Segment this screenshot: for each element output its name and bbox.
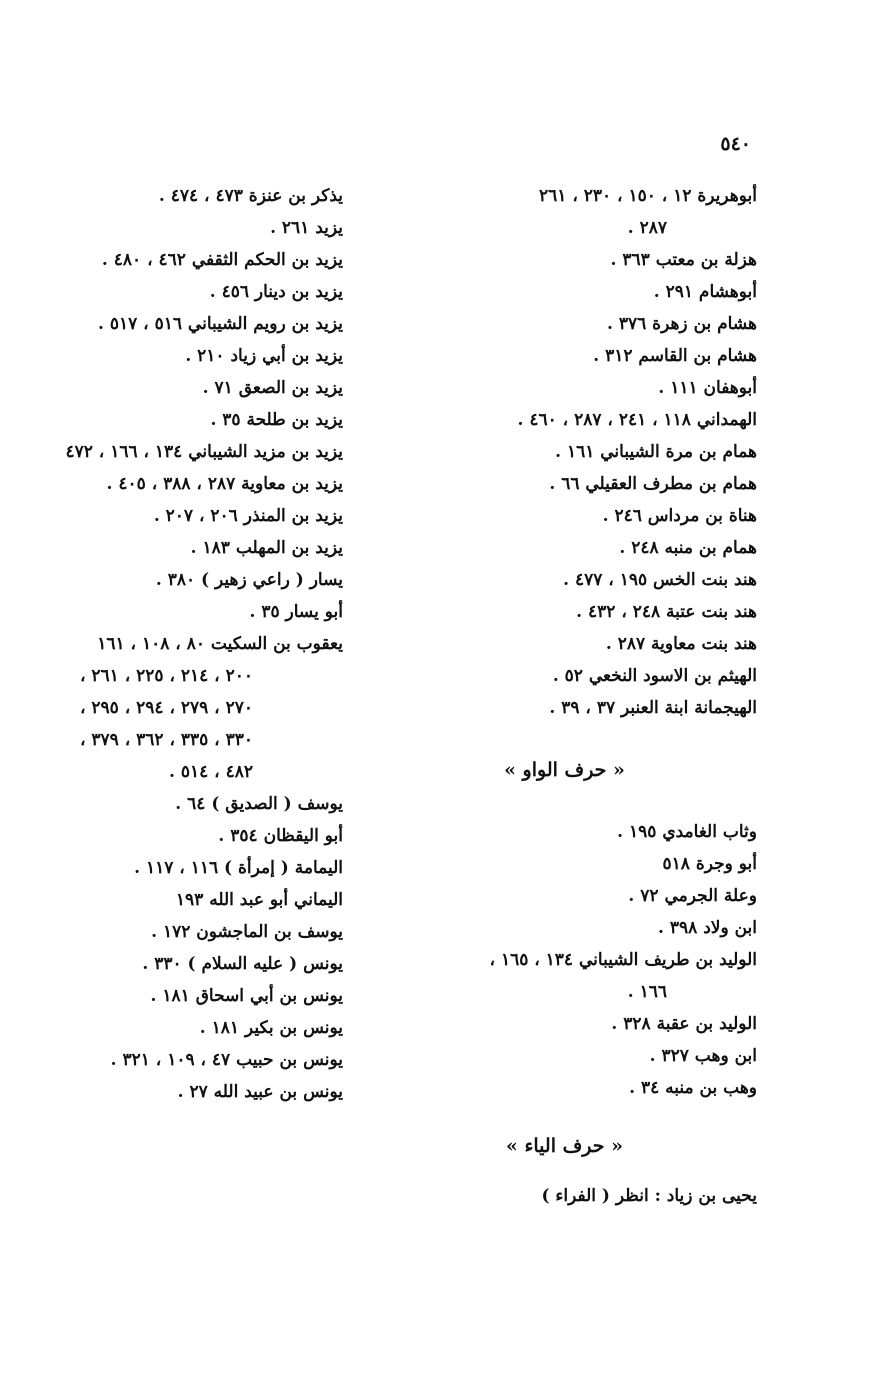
index-entry: الوليد بن طريف الشيباني ١٣٤ ، ١٦٥ ،: [489, 950, 757, 970]
index-entry: يونس بن حبيب ٤٧ ، ١٠٩ ، ٣٢١ .: [110, 1050, 343, 1070]
index-entry: يسار ( راعي زهير ) ٣٨٠ .: [155, 570, 343, 590]
index-entry: الوليد بن عقبة ٣٢٨ .: [611, 1014, 757, 1034]
index-entry: يزيد ٢٦١ .: [270, 218, 343, 238]
index-entry: يوسف بن الماجشون ١٧٢ .: [151, 922, 343, 942]
entries-waw: [412, 816, 757, 1104]
entries-ya: [412, 1180, 757, 1212]
index-entry: ٢٠٠ ، ٢١٤ ، ٢٢٥ ، ٢٦١ ،: [79, 666, 253, 686]
index-entry: يزيد بن رويم الشيباني ٥١٦ ، ٥١٧ .: [98, 314, 343, 334]
index-column-right: [412, 180, 757, 1212]
index-entry: وثاب الغامدي ١٩٥ .: [617, 822, 757, 842]
page-number: ٥٤٠: [720, 133, 751, 155]
index-entry: يونس بن بكير ١٨١ .: [199, 1018, 343, 1038]
index-entry: يزيد بن دينار ٤٥٦ .: [209, 282, 343, 302]
index-entry: ابن ولاد ٣٩٨ .: [658, 918, 757, 938]
index-entry: يونس ( عليه السلام ) ٣٣٠ .: [142, 954, 343, 974]
index-entry: اليمامة ( إمرأة ) ١١٦ ، ١١٧ .: [134, 858, 343, 878]
index-entry: أبوهشام ٢٩١ .: [653, 282, 757, 302]
index-entry: اليماني أبو عبد الله ١٩٣: [175, 890, 343, 910]
index-entry: أبو وجرة ٥١٨: [662, 854, 757, 874]
index-entry: همام بن منبه ٢٤٨ .: [619, 538, 757, 558]
index-entry: يزيد بن معاوية ٢٨٧ ، ٣٨٨ ، ٤٠٥ .: [106, 474, 343, 494]
index-entry: هناة بن مرداس ٢٤٦ .: [602, 506, 757, 526]
index-entry: هزلة بن معتب ٣٦٣ .: [610, 250, 757, 270]
index-entry: أبو يسار ٣٥ .: [249, 602, 343, 622]
index-entry: همام بن مطرف العقيلي ٦٦ .: [549, 474, 757, 494]
section-heading-waw: « حرف الواو »: [504, 759, 625, 781]
index-entry: هند بنت معاوية ٢٨٧ .: [605, 634, 757, 654]
index-entry: يزيد بن مزيد الشيباني ١٣٤ ، ١٦٦ ، ٤٧٢: [65, 442, 343, 462]
index-entry: هند بنت الخس ١٩٥ ، ٤٧٧ .: [563, 570, 757, 590]
index-entry: ١٦٦ .: [627, 982, 667, 1002]
index-entry: وعلة الجرمي ٧٢ .: [628, 886, 757, 906]
index-entry: يونس بن أبي اسحاق ١٨١ .: [150, 986, 343, 1006]
index-entry: ابن وهب ٣٢٧ .: [649, 1046, 757, 1066]
section-heading-ya: « حرف الياء »: [505, 1135, 624, 1157]
index-entry: همام بن مرة الشيباني ١٦١ .: [555, 442, 757, 462]
index-entry: يزيد بن المنذر ٢٠٦ ، ٢٠٧ .: [153, 506, 343, 526]
index-entry: هشام بن زهرة ٣٧٦ .: [607, 314, 757, 334]
index-entry: أبوهفان ١١١ .: [658, 378, 757, 398]
index-entry: هند بنت عتبة ٢٤٨ ، ٤٣٢ .: [576, 602, 757, 622]
index-entry: يزيد بن المهلب ١٨٣ .: [190, 538, 343, 558]
index-entry: وهب بن منبه ٣٤ .: [629, 1078, 757, 1098]
index-column-left: [8, 180, 343, 1108]
index-entry: يوسف ( الصديق ) ٦٤ .: [175, 794, 343, 814]
index-entry: ٢٧٠ ، ٢٧٩ ، ٢٩٤ ، ٢٩٥ ،: [79, 698, 253, 718]
index-entry: يزيد بن الصعق ٧١ .: [202, 378, 343, 398]
index-entry: يذكر بن عنزة ٤٧٣ ، ٤٧٤ .: [158, 186, 343, 206]
entries-ya-continued: [8, 180, 343, 1108]
index-entry: يزيد بن أبي زياد ٢١٠ .: [185, 346, 343, 366]
index-entry: ٣٣٠ ، ٣٣٥ ، ٣٦٢ ، ٣٧٩ ،: [79, 730, 253, 750]
index-entry: يعقوب بن السكيت ٨٠ ، ١٠٨ ، ١٦١: [97, 634, 343, 654]
index-entry: الهمداني ١١٨ ، ٢٤١ ، ٢٨٧ ، ٤٦٠ .: [517, 410, 757, 430]
index-entry: ٢٨٧ .: [627, 218, 667, 238]
index-entry: ٤٨٢ ، ٥١٤ .: [169, 762, 253, 782]
index-entry: يزيد بن طلحة ٣٥ .: [210, 410, 343, 430]
index-entry: هشام بن القاسم ٣١٢ .: [593, 346, 757, 366]
index-entry: الهيثم بن الاسود النخعي ٥٢ .: [552, 666, 757, 686]
index-entry: الهيجمانة ابنة العنبر ٣٧ ، ٣٩ .: [549, 698, 757, 718]
index-entry: أبوهريرة ١٢ ، ١٥٠ ، ٢٣٠ ، ٢٦١: [539, 186, 757, 206]
index-entry: يونس بن عبيد الله ٢٧ .: [177, 1082, 343, 1102]
index-entry: يزيد بن الحكم الثقفي ٤٦٢ ، ٤٨٠ .: [101, 250, 343, 270]
index-entry: يحيى بن زياد : انظر ( الفراء ): [541, 1186, 757, 1206]
index-entry: أبو اليقظان ٣٥٤ .: [218, 826, 343, 846]
entries-ha: [412, 180, 757, 724]
